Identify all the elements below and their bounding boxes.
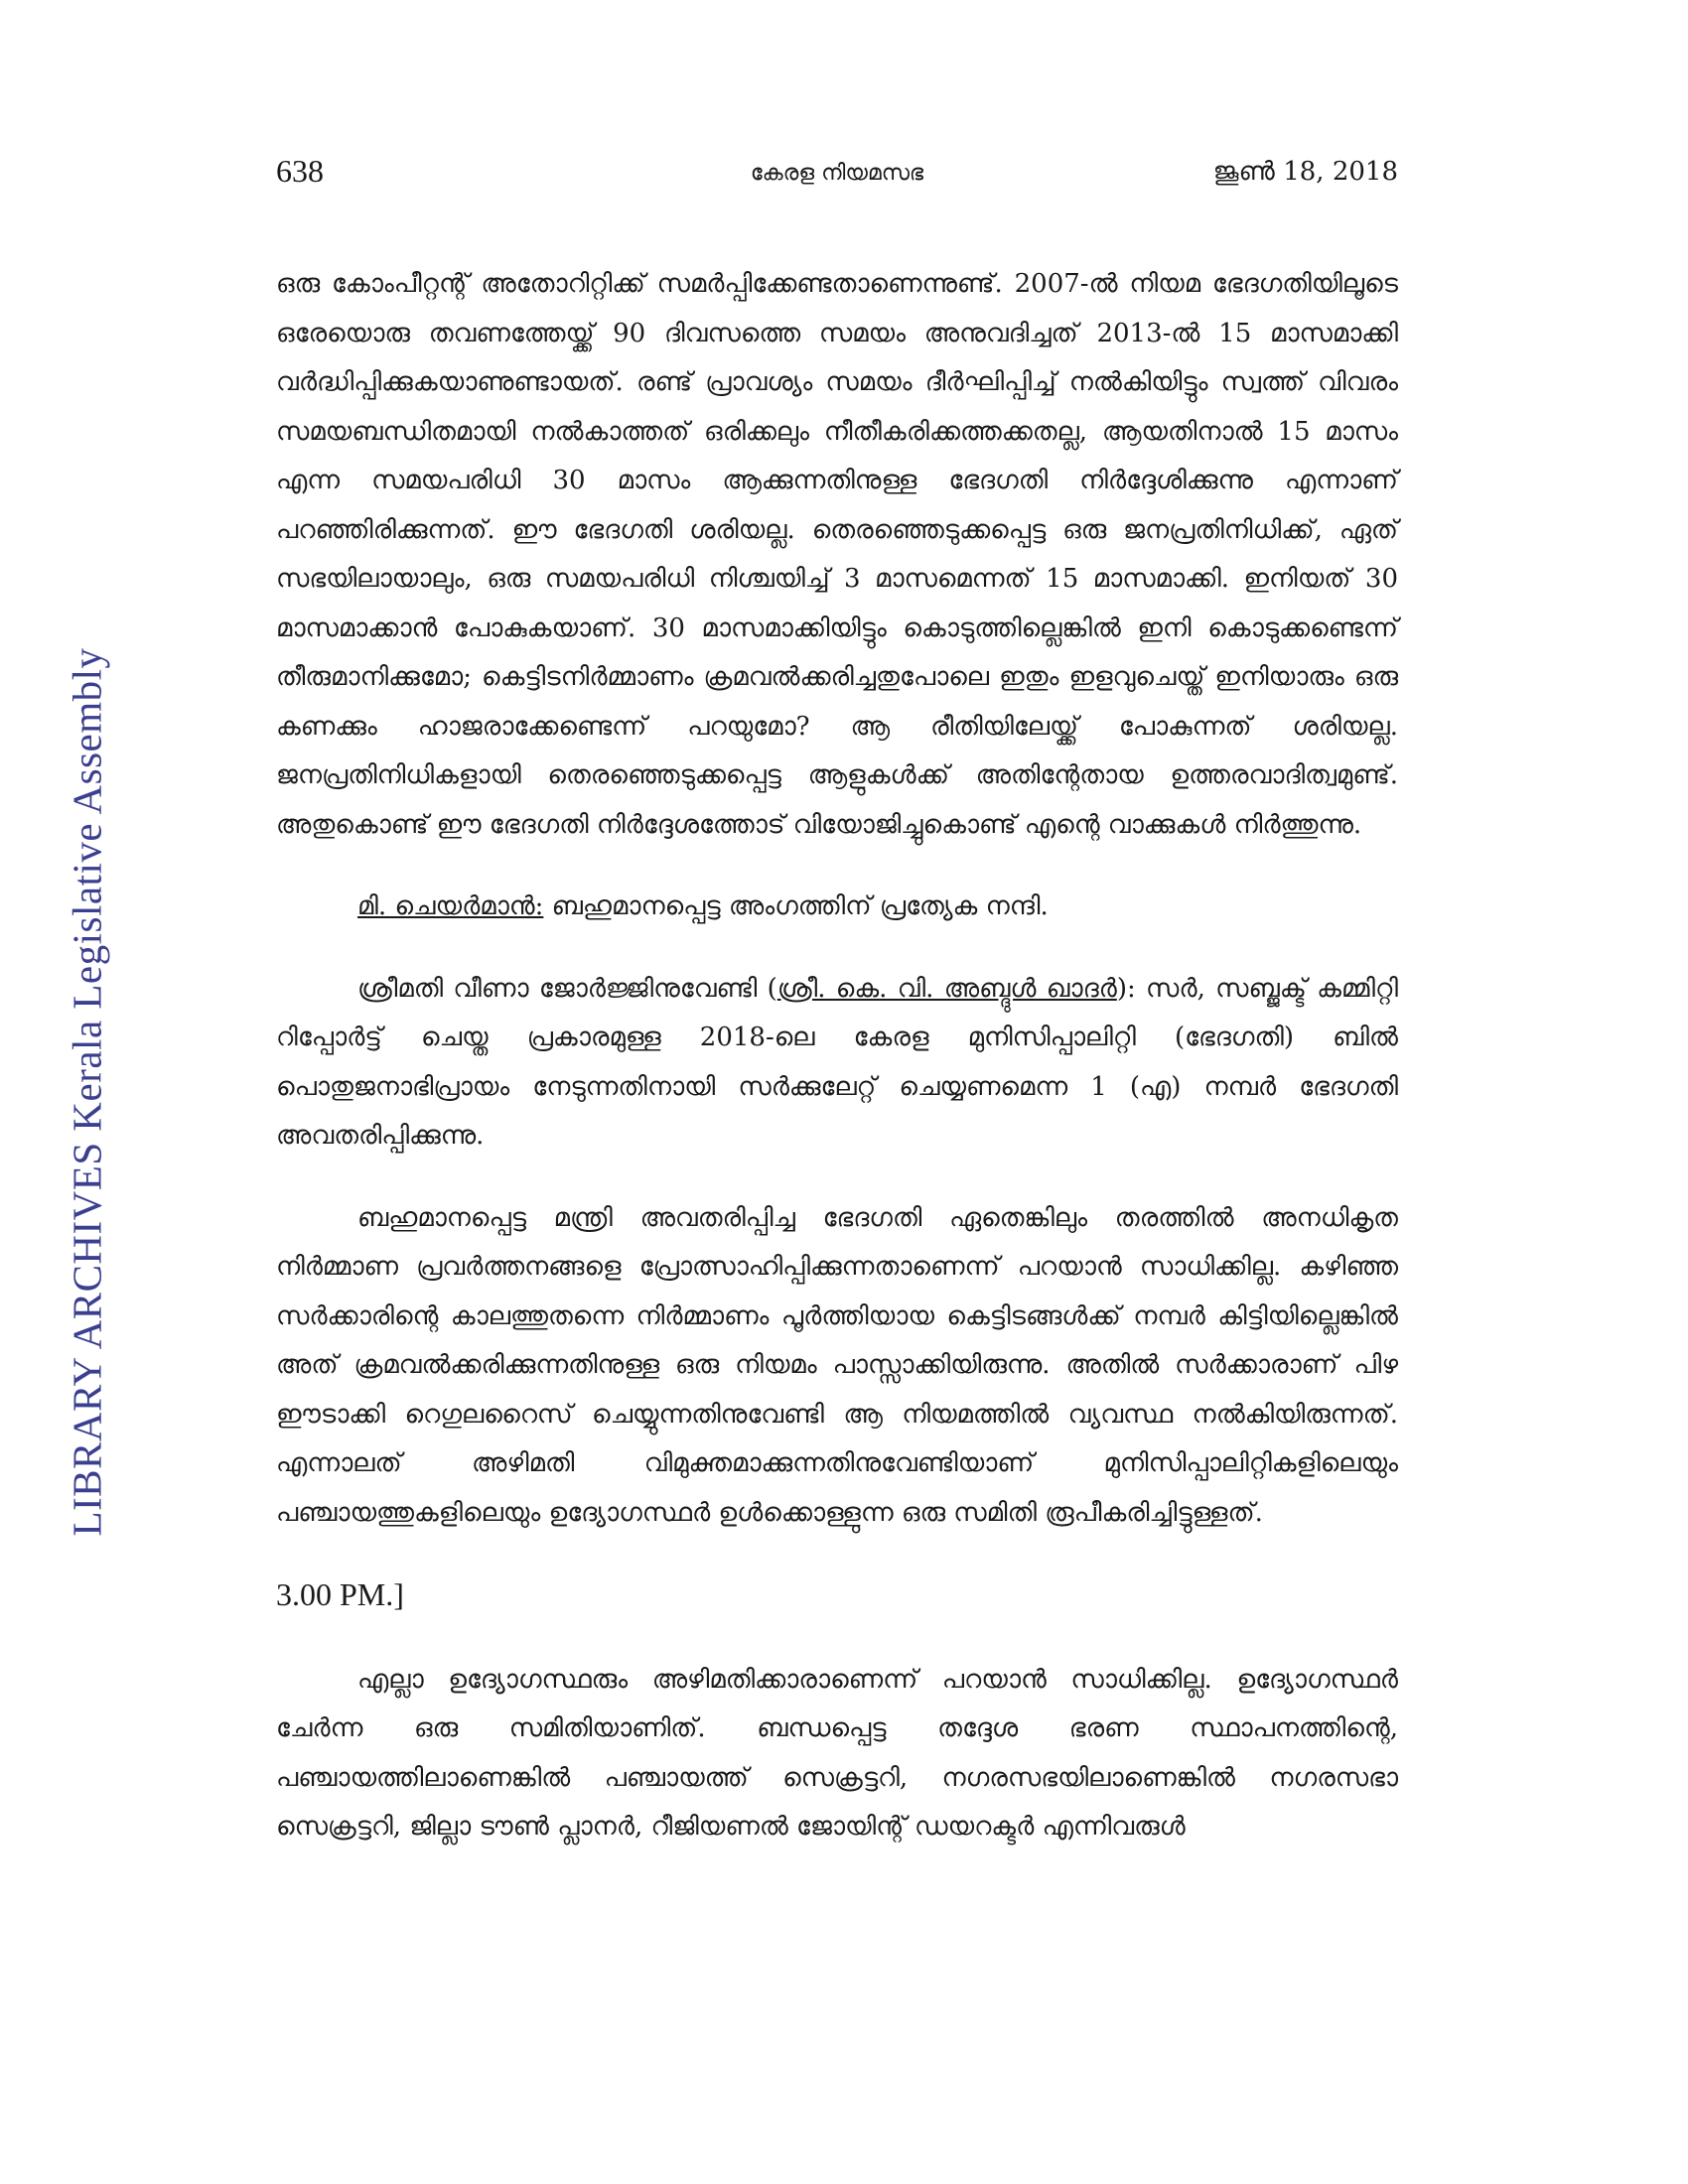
watermark-text: LIBRARY ARCHIVES Kerala Legislative Assembly (65, 647, 111, 1537)
chair-remark-text: ബഹുമാനപ്പെട്ട അംഗത്തിന് പ്രത്യേക നന്ദി. (543, 891, 1049, 921)
amendment-speaker-name: ശ്രീ. കെ. വി. അബ്ദുൾ ഖാദർ (776, 973, 1117, 1004)
time-stamp: 3.00 PM.] (276, 1576, 404, 1612)
paragraph-1: ഒരു കോംപീറ്റന്റ് അതോറിറ്റിക്ക് സമർപ്പിക്കേണ്ടതാണെന്നുണ്ട്. 2007-ൽ നിയമ ഭേദഗതിയിലൂടെ ഒരേയൊരു തവണത്തേയ്ക്ക് 90 ദിവസത്തെ സമയം അനുവദിച്ചത് 2013-ൽ 15 മാസമാക്കി വർദ്ധിപ്പിക്കുകയാണുണ്ടായത്. രണ്ട് പ്രാവശ്യം സമയം ദീർഘിപ്പിച്ച് നൽകിയിട്ടും സ്വത്ത് വിവരം സമയബന്ധിതമായി നൽകാത്തത് ഒരിക്കലും നീതീകരിക്കത്തക്കതല്ല, ആയതിനാൽ 15 മാസം എന്ന സമയപരിധി 30 മാസം ആക്കുന്നതിനുള്ള ഭേദഗതി നിർദ്ദേശിക്കുന്നു എന്നാണ് പറഞ്ഞിരിക്കുന്നത്. ഈ ഭേദഗതി ശരിയല്ല. തെരഞ്ഞെടുക്കപ്പെട്ട ഒരു ജനപ്രതിനിധിക്ക്, ഏത് സഭയിലായാലും, ഒരു സമയപരിധി നിശ്ചയിച്ച് 3 മാസമെന്നത് 15 മാസമാക്കി. ഇനിയത് 30 മാസമാക്കാൻ പോകുകയാണ്. 30 മാസമാക്കിയിട്ടും കൊടുത്തില്ലെങ്കിൽ ഇനി കൊടുക്കണ്ടെന്ന് തീരുമാനിക്കുമോ; കെട്ടിടനിർമ്മാണം ക്രമവൽക്കരിച്ചതുപോലെ ഇതും ഇളവുചെയ്ത് ഇനിയാരും ഒരു കണക്കും ഹാജരാക്കേണ്ടെന്ന് പറയുമോ? ആ രീതിയിലേയ്ക്ക് പോകുന്നത് ശരിയല്ല. ജനപ്രതിനിധികളായി തെരഞ്ഞെടുക്കപ്പെട്ട ആളുകൾക്ക് അതിന്റേതായ ഉത്തരവാദിത്വമുണ്ട്. അതുകൊണ്ട് ഈ ഭേദഗതി നിർദ്ദേശത്തോട് വിയോജിച്ചുകൊണ്ട് എന്റെ വാക്കുകൾ നിർത്തുന്നു. (276, 269, 1398, 840)
header-date: ജൂൺ 18, 2018 (1212, 157, 1398, 187)
archive-watermark (48, 615, 127, 1569)
amendment-text: ): സർ, സബ്ജക്ട് കമ്മിറ്റി റിപ്പോർട്ട് ചെയ്ത പ്രകാരമുള്ള 2018-ലെ കേരള മുനിസിപ്പാലിറ്റി (ഭേദഗതി) ബിൽ പൊതുജനാഭിപ്രായം നേടുന്നതിനായി സർക്കുലേറ്റ് ചെയ്യണമെന്ന 1 (എ) നമ്പർ ഭേദഗതി അവതരിപ്പിക്കുന്നു. (276, 973, 1399, 1151)
chair-speaker-name: മി. ചെയർമാൻ: (357, 891, 544, 921)
page-header (276, 149, 1398, 199)
amendment-paragraph (276, 965, 1398, 1161)
page-number: 638 (276, 153, 324, 189)
paragraph-5: എല്ലാ ഉദ്യോഗസ്ഥരും അഴിമതിക്കാരാണെന്ന് പറയാൻ സാധിക്കില്ല. ഉദ്യോഗസ്ഥർ ചേർന്ന ഒരു സമിതിയാണിത്. ബന്ധപ്പെട്ട തദ്ദേശ ഭരണ സ്ഥാപനത്തിന്റെ, പഞ്ചായത്തിലാണെങ്കിൽ പഞ്ചായത്ത് സെക്രട്ടറി, നഗരസഭയിലാണെങ്കിൽ നഗരസഭാ സെക്രട്ടറി, ജില്ലാ ടൗൺ പ്ലാനർ, റീജിയണൽ ജോയിന്റ് ഡയറക്ടർ എന്നിവരുൾ (276, 1664, 1398, 1842)
paragraph-4: ബഹുമാനപ്പെട്ട മന്ത്രി അവതരിപ്പിച്ച ഭേദഗതി ഏതെങ്കിലും തരത്തിൽ അനധികൃത നിർമ്മാണ പ്രവർത്തനങ്ങളെ പ്രോത്സാഹിപ്പിക്കുന്നതാണെന്ന് പറയാൻ സാധിക്കില്ല. കഴിഞ്ഞ സർക്കാരിന്റെ കാലത്തുതന്നെ നിർമ്മാണം പൂർത്തിയായ കെട്ടിടങ്ങൾക്ക് നമ്പർ കിട്ടിയില്ലെങ്കിൽ അത് ക്രമവൽക്കരിക്കുന്നതിനുള്ള ഒരു നിയമം പാസ്സാക്കിയിരുന്നു. അതിൽ സർക്കാരാണ് പിഴ ഈടാക്കി റെഗുലറൈസ് ചെയ്യുന്നതിനുവേണ്ടി ആ നിയമത്തിൽ വ്യവസ്ഥ നൽകിയിരുന്നത്. എന്നാലത് അഴിമതി വിമുക്തമാക്കുന്നതിനുവേണ്ടിയാണ് മുനിസിപ്പാലിറ്റികളിലെയും പഞ്ചായത്തുകളിലെയും ഉദ്യോഗസ്ഥർ ഉൾക്കൊള്ളുന്ന ഒരു സമിതി രൂപീകരിച്ചിട്ടുള്ളത്. (276, 1202, 1398, 1528)
amendment-lead: ശ്രീമതി വീണാ ജോർജ്ജിനുവേണ്ടി ( (357, 973, 777, 1004)
running-title: കേരള നിയമസഭ (750, 161, 924, 186)
page-body (276, 260, 1398, 1885)
chair-remark (276, 883, 1398, 932)
